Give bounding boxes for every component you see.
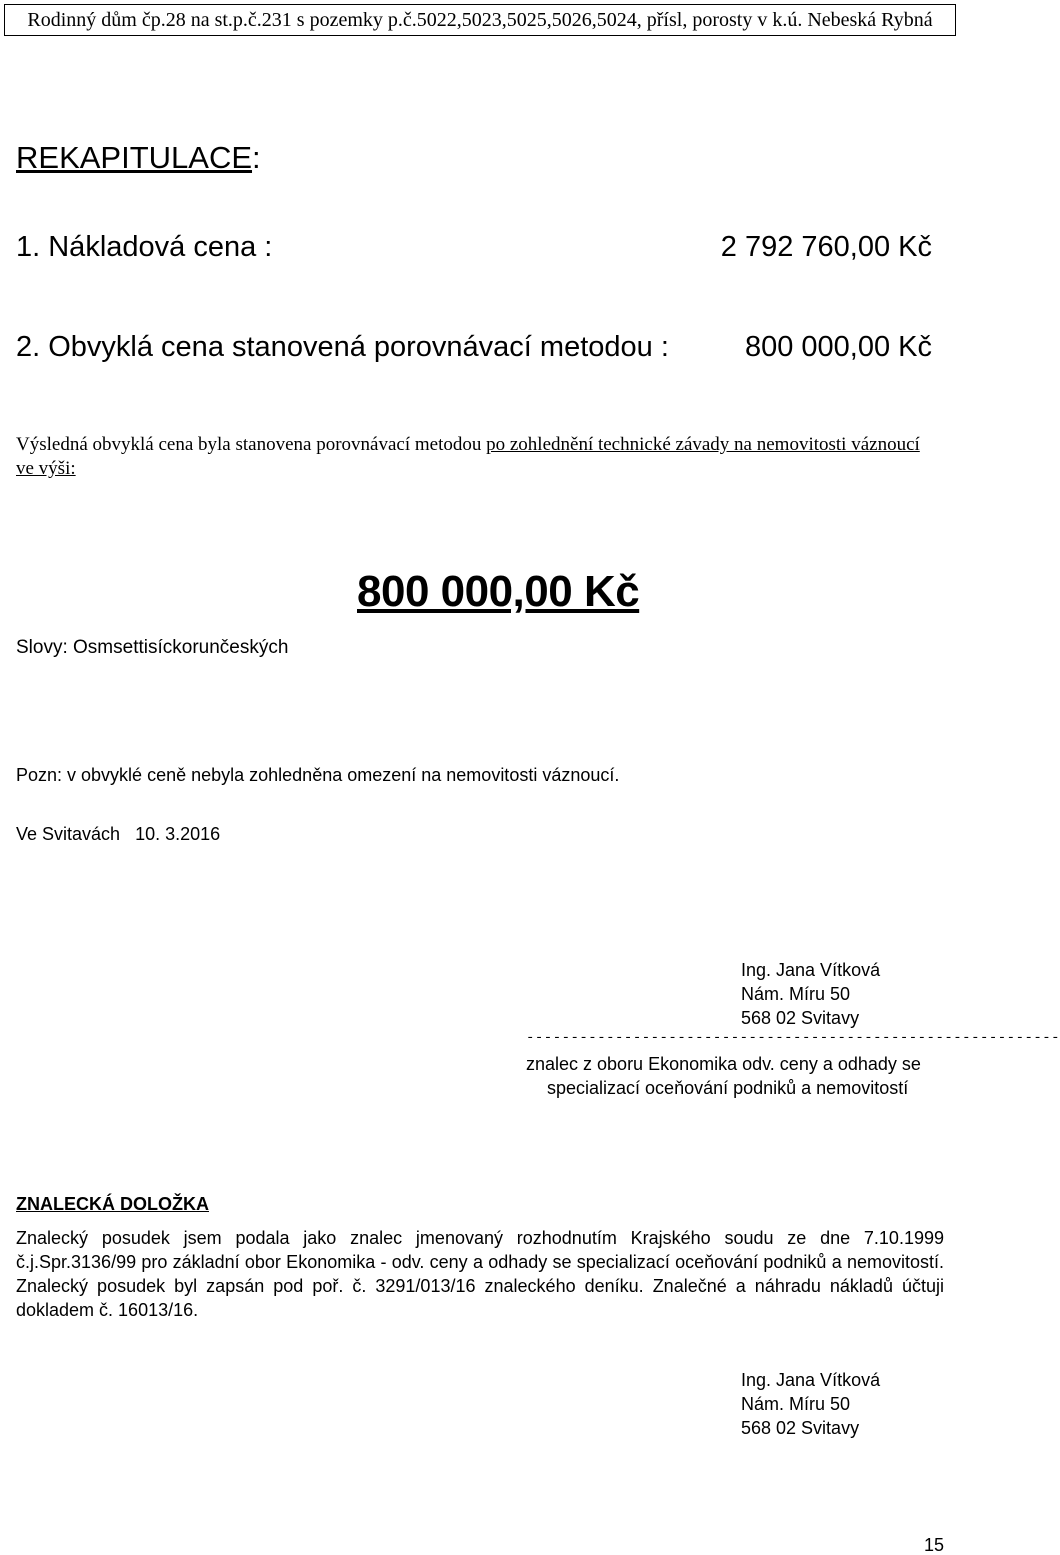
result-text-underlined: po zohlednění technické závady na nemovitosti váznoucí ve výši: (16, 434, 920, 479)
recap-title (16, 139, 261, 177)
page-header: Rodinný dům čp.28 na st.p.č.231 s pozemky p.č.5022,5023,5025,5026,5024, přísl, porosty v k.ú. Nebeská Rybná (4, 4, 956, 36)
item-1-label: 1. Nákladová cena : (16, 231, 273, 263)
signature-name: Ing. Jana Vítková (741, 960, 881, 980)
recap-title-colon: : (252, 140, 261, 175)
words-value: Osmsettisíckorunčeských (73, 637, 289, 658)
recap-title-text: REKAPITULACE (16, 140, 253, 175)
signature-role-line1: znalec z oboru Ekonomika odv. ceny a odhady se (526, 1054, 921, 1074)
signature-street: Nám. Míru 50 (741, 984, 851, 1004)
signature2-city: 568 02 Svitavy (741, 1418, 860, 1438)
result-amount: 800 000,00 Kč (357, 567, 640, 616)
result-text-plain: Výsledná obvyklá cena byla stanovena porovnávací metodou (16, 434, 487, 455)
item-2-value: 800 000,00 Kč (744, 331, 932, 363)
item-2-label: 2. Obvyklá cena stanovená porovnávací metodou : (16, 331, 669, 363)
note: Pozn: v obvyklé ceně nebyla zohledněna omezení na nemovitosti váznoucí. (16, 765, 620, 785)
words-label: Slovy: (16, 637, 68, 658)
signature2-name: Ing. Jana Vítková (741, 1370, 881, 1390)
result-text (16, 433, 936, 481)
signature-city: 568 02 Svitavy (741, 1008, 860, 1028)
clause-heading: ZNALECKÁ DOLOŽKA (16, 1194, 209, 1214)
signature-role-line2: specializací oceňování podniků a nemovitostí (547, 1078, 909, 1098)
page-number: 15 (923, 1535, 944, 1555)
place-date: Ve Svitavách 10. 3.2016 (16, 824, 221, 844)
item-1-value: 2 792 760,00 Kč (720, 231, 932, 263)
signature2-street: Nám. Míru 50 (741, 1394, 851, 1414)
clause-text: Znalecký posudek jsem podala jako znalec jmenovaný rozhodnutím Krajského soudu ze dne 7.10.1999 č.j.Spr.3136/99 pro základní obor Ekonomika - odv. ceny a odhady se specializací oceňování podniků a nemovitostí. Znalecký posudek byl zapsán pod poř. č. 3291/013/16 znaleckého deníku. Znalečné a náhradu nákladů účtuji dokladem č. 16013/16. (16, 1228, 944, 1320)
words-line (16, 636, 288, 660)
signature-dashes: ------------------------------------------------------------ (526, 1030, 1060, 1046)
